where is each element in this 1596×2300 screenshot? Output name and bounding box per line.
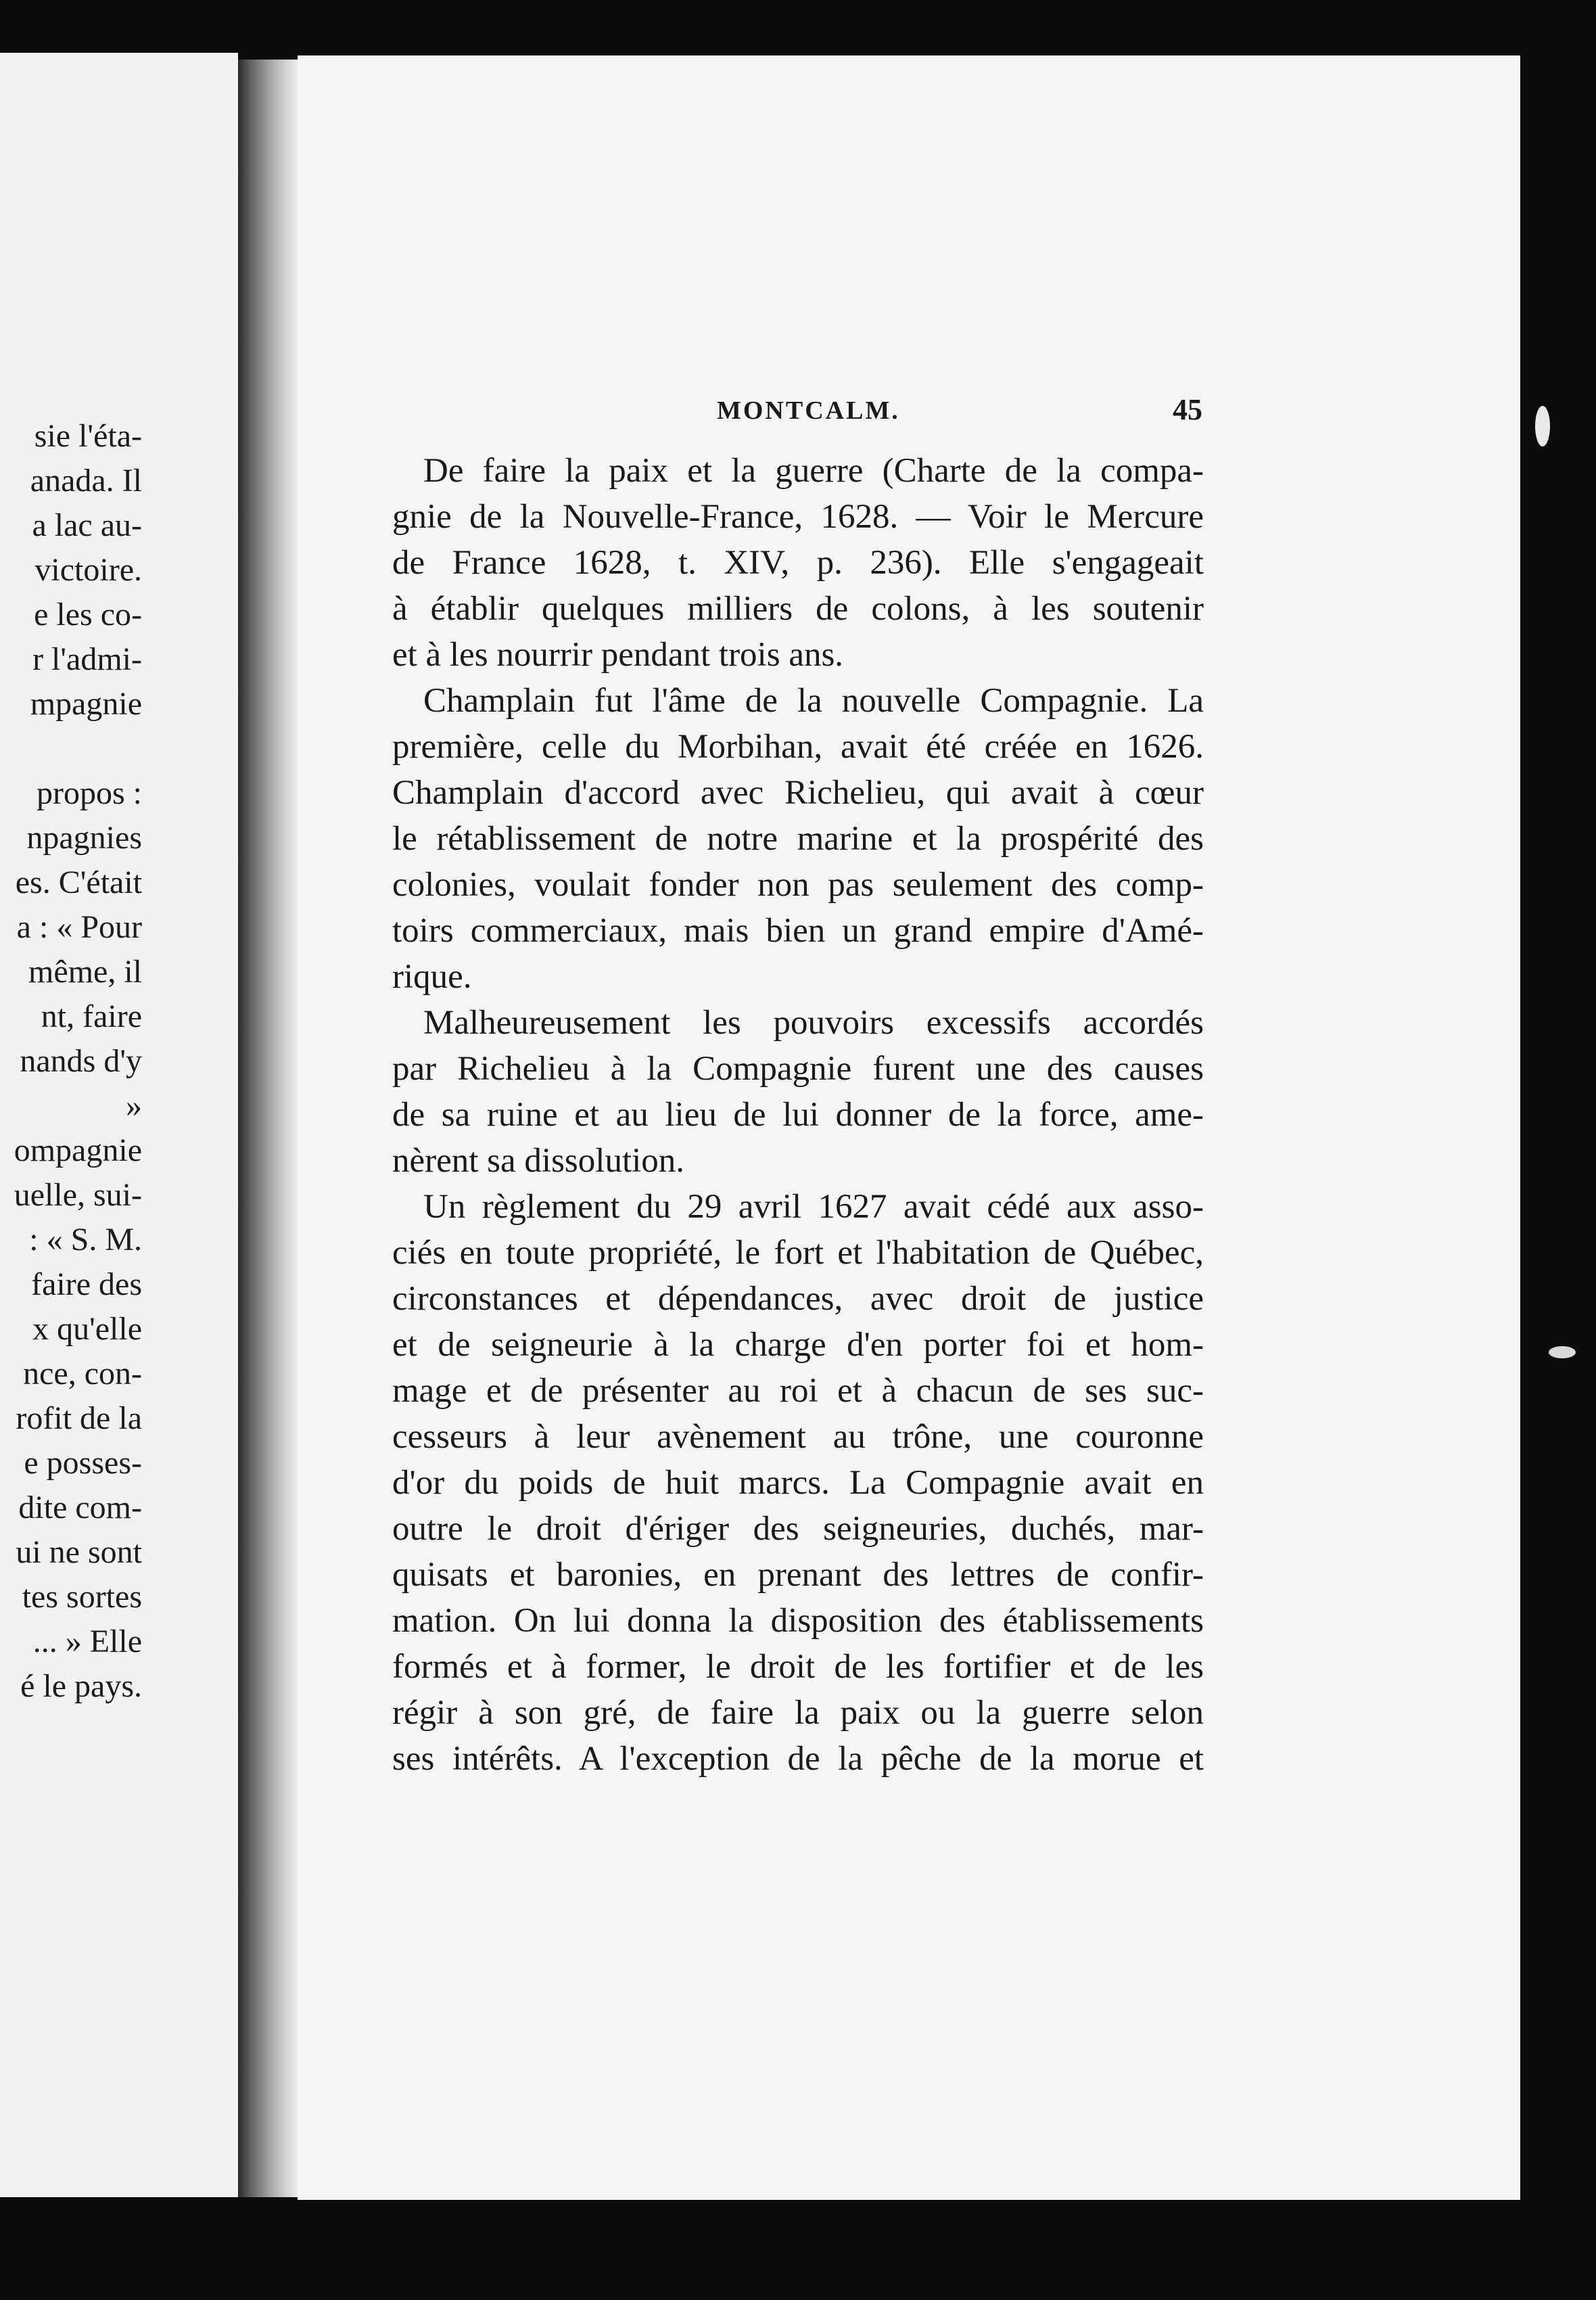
left-page-line: ompagnie: [14, 1132, 142, 1168]
page-number: 45: [1173, 393, 1202, 426]
text-line: de France 1628, t. XIV, p. 236). Elle s'engageait: [392, 544, 1204, 582]
scan-speck: [1549, 1346, 1576, 1358]
left-page-line: même, il: [28, 954, 142, 990]
text-line: mage et de présenter au roi et à chacun de ses suc-: [392, 1372, 1204, 1410]
text-line: De faire la paix et la guerre (Charte de la compa-: [423, 452, 1204, 490]
left-page-line: propos :: [37, 775, 142, 811]
text-line: quisats et baronies, en prenant des lettres de confir-: [392, 1556, 1204, 1594]
left-page-line: nands d'y: [20, 1043, 142, 1079]
left-page-line: : « S. M.: [29, 1222, 142, 1258]
text-line: formés et à former, le droit de les fortifier et de les: [392, 1648, 1204, 1686]
left-page-line: e posses-: [24, 1445, 142, 1481]
text-line: outre le droit d'ériger des seigneuries, duchés, mar-: [392, 1510, 1204, 1548]
left-page-line: uelle, sui-: [14, 1177, 142, 1213]
left-page-line: faire des: [31, 1266, 142, 1302]
text-line: d'or du poids de huit marcs. La Compagnie avait en: [392, 1464, 1204, 1502]
text-line: nèrent sa dissolution.: [392, 1142, 685, 1180]
left-page-line: rofit de la: [16, 1400, 142, 1436]
left-page-line: mpagnie: [30, 686, 142, 722]
text-line: le rétablissement de notre marine et la prospérité des: [392, 820, 1204, 858]
text-line: colonies, voulait fonder non pas seulement des comp-: [392, 866, 1204, 904]
text-line: et à les nourrir pendant trois ans.: [392, 636, 844, 674]
left-page-line: ... » Elle: [32, 1624, 142, 1659]
left-page-line: nce, con-: [23, 1356, 142, 1392]
text-line: mation. On lui donna la disposition des établissements: [392, 1602, 1204, 1640]
text-line: Champlain fut l'âme de la nouvelle Compagnie. La: [423, 682, 1204, 720]
text-line: ses intérêts. A l'exception de la pêche de la morue et: [392, 1740, 1204, 1778]
body-text: [392, 448, 1204, 1782]
scan-speck: [1535, 406, 1550, 446]
left-page-line: nt, faire: [41, 998, 142, 1034]
book-gutter: [238, 60, 298, 2197]
left-page-line: é le pays.: [20, 1668, 142, 1704]
left-page-line: e les co-: [34, 597, 142, 632]
text-line: de sa ruine et au lieu de lui donner de la force, ame-: [392, 1096, 1204, 1134]
left-page-line: npagnies: [26, 820, 142, 856]
left-page-line: »: [126, 1088, 142, 1124]
text-line: première, celle du Morbihan, avait été créée en 1626.: [392, 728, 1204, 766]
text-line: Champlain d'accord avec Richelieu, qui avait à cœur: [392, 774, 1204, 812]
text-line: régir à son gré, de faire la paix ou la guerre selon: [392, 1694, 1204, 1732]
text-line: et de seigneurie à la charge d'en porter foi et hom-: [392, 1326, 1204, 1364]
left-page-line: dite com-: [18, 1490, 142, 1525]
text-line: cesseurs à leur avènement au trône, une couronne: [392, 1418, 1204, 1456]
text-line: rique.: [392, 958, 472, 996]
left-page-line: es. C'était: [15, 865, 142, 900]
left-page-line: a lac au-: [32, 507, 142, 543]
left-page-line: anada. Il: [30, 463, 142, 499]
text-line: ciés en toute propriété, le fort et l'habitation de Québec,: [392, 1234, 1204, 1272]
left-page-line: tes sortes: [22, 1579, 142, 1615]
text-line: toirs commerciaux, mais bien un grand empire d'Amé-: [392, 912, 1204, 950]
left-page-line: r l'admi-: [32, 641, 142, 677]
left-page-line: x qu'elle: [32, 1311, 142, 1347]
text-line: Malheureusement les pouvoirs excessifs accordés: [423, 1004, 1204, 1042]
text-line: circonstances et dépendances, avec droit de justice: [392, 1280, 1204, 1318]
left-page-line: a : « Pour: [16, 909, 142, 945]
text-line: Un règlement du 29 avril 1627 avait cédé aux asso-: [423, 1188, 1204, 1226]
text-line: gnie de la Nouvelle-France, 1628. — Voir le Mercure: [392, 498, 1204, 536]
left-page-line: ui ne sont: [16, 1534, 142, 1570]
text-line: par Richelieu à la Compagnie furent une des causes: [392, 1050, 1204, 1088]
text-line: à établir quelques milliers de colons, à les soutenir: [392, 590, 1204, 628]
left-page-line: victoire.: [34, 552, 142, 588]
running-head: MONTCALM.: [717, 396, 900, 425]
left-page-line: sie l'éta-: [34, 418, 142, 454]
